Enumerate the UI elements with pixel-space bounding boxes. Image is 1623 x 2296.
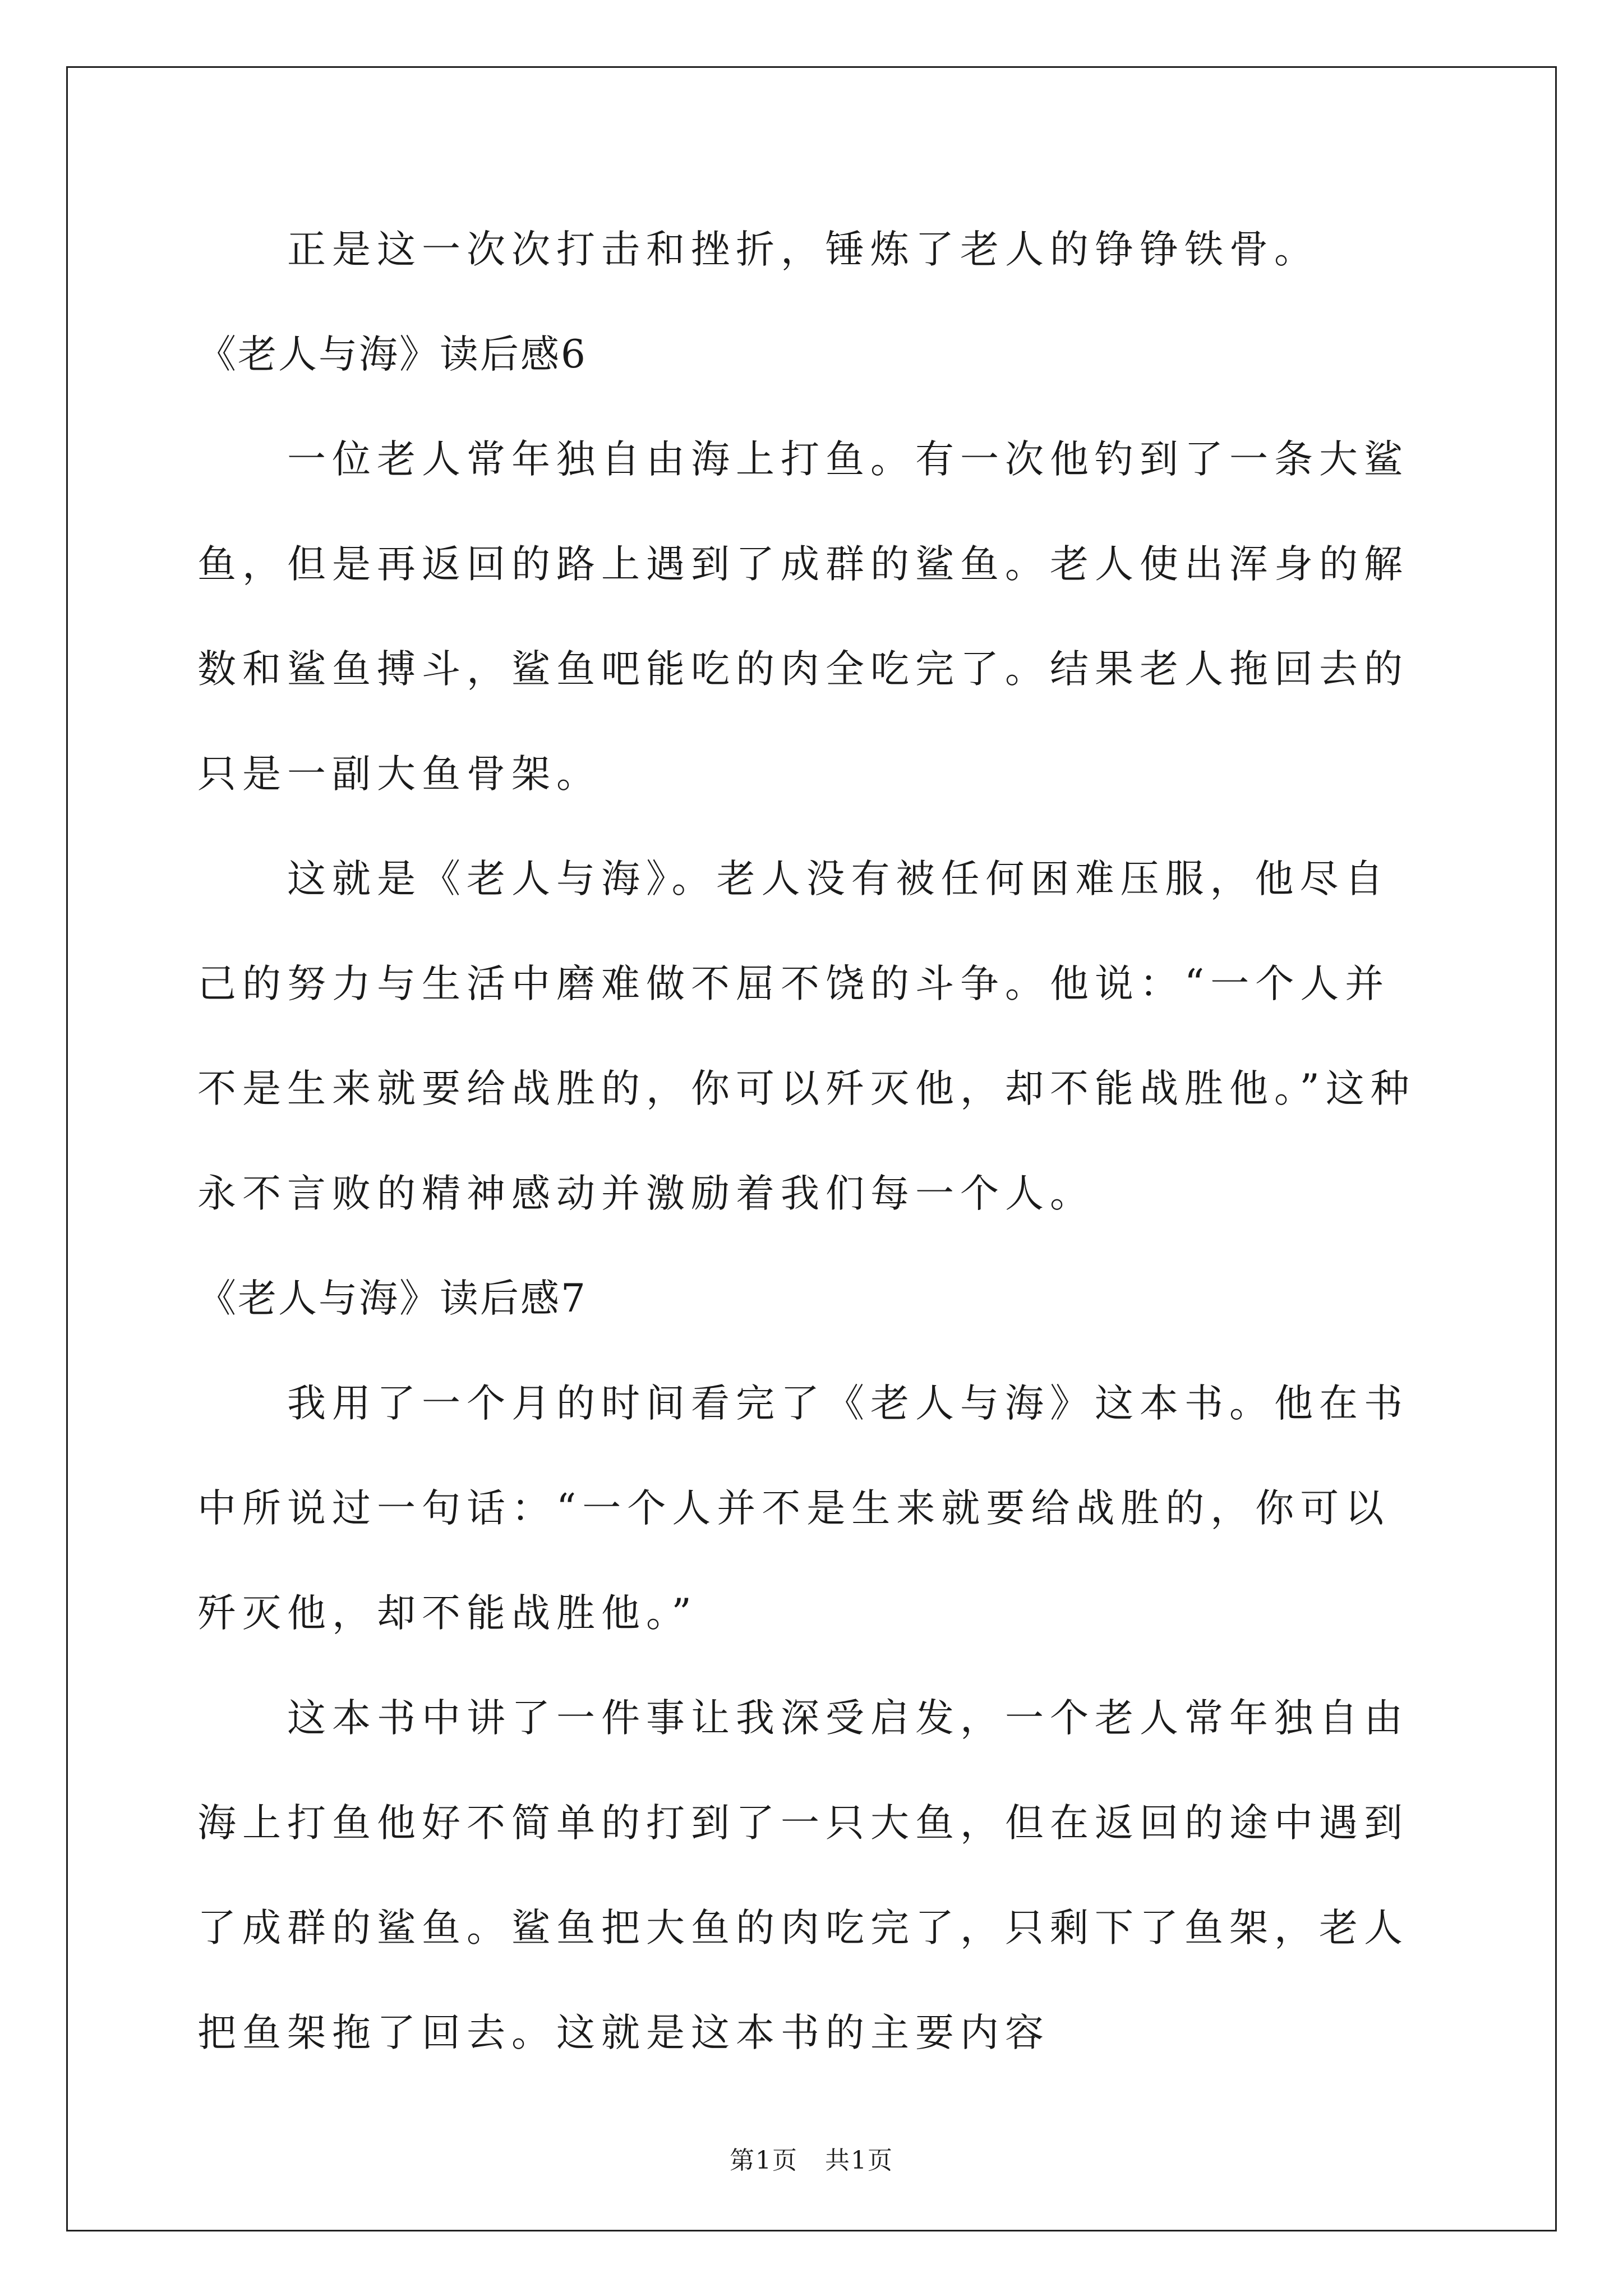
page-number: 第1页 — [730, 2146, 799, 2175]
page-total: 共1页 — [824, 2146, 893, 2175]
paragraph: 一位老人常年独自由海上打鱼。有一次他钓到了一条大鲨鱼，但是再返回的路上遇到了成群的鲨鱼。老人使出浑身的解数和鲨鱼搏斗，鲨鱼吧能吃的肉全吃完了。结果老人拖回去的只是一副大鱼骨架。 — [197, 437, 1409, 797]
paragraph: 这就是《老人与海》。老人没有被任何困难压服，他尽自己的努力与生活中磨难做不屈不饶的斗争。他说：“一个人并不是生来就要给战胜的，你可以歼灭他，却不能战胜他。”这种永不言败的精神感动并激励着我们每一个人。 — [197, 857, 1415, 1216]
paragraph: 正是这一次次打击和挫折，锤炼了老人的铮铮铁骨。 — [287, 227, 1319, 272]
document-body — [197, 197, 1431, 2086]
paragraph: 我用了一个月的时间看完了《老人与海》这本书。他在书中所说过一句话：“一个人并不是生来就要给战胜的，你可以歼灭他，却不能战胜他。” — [197, 1381, 1409, 1636]
section-heading: 《老人与海》读后感7 — [197, 1276, 587, 1321]
page-footer — [0, 2144, 1623, 2178]
paragraph: 这本书中讲了一件事让我深受启发，一个老人常年独自由海上打鱼他好不简单的打到了一只大鱼，但在返回的途中遇到了成群的鲨鱼。鲨鱼把大鱼的肉吃完了，只剩下了鱼架，老人把鱼架拖了回去。这就是这本书的主要内容 — [197, 1696, 1409, 2055]
section-heading: 《老人与海》读后感6 — [197, 332, 587, 377]
